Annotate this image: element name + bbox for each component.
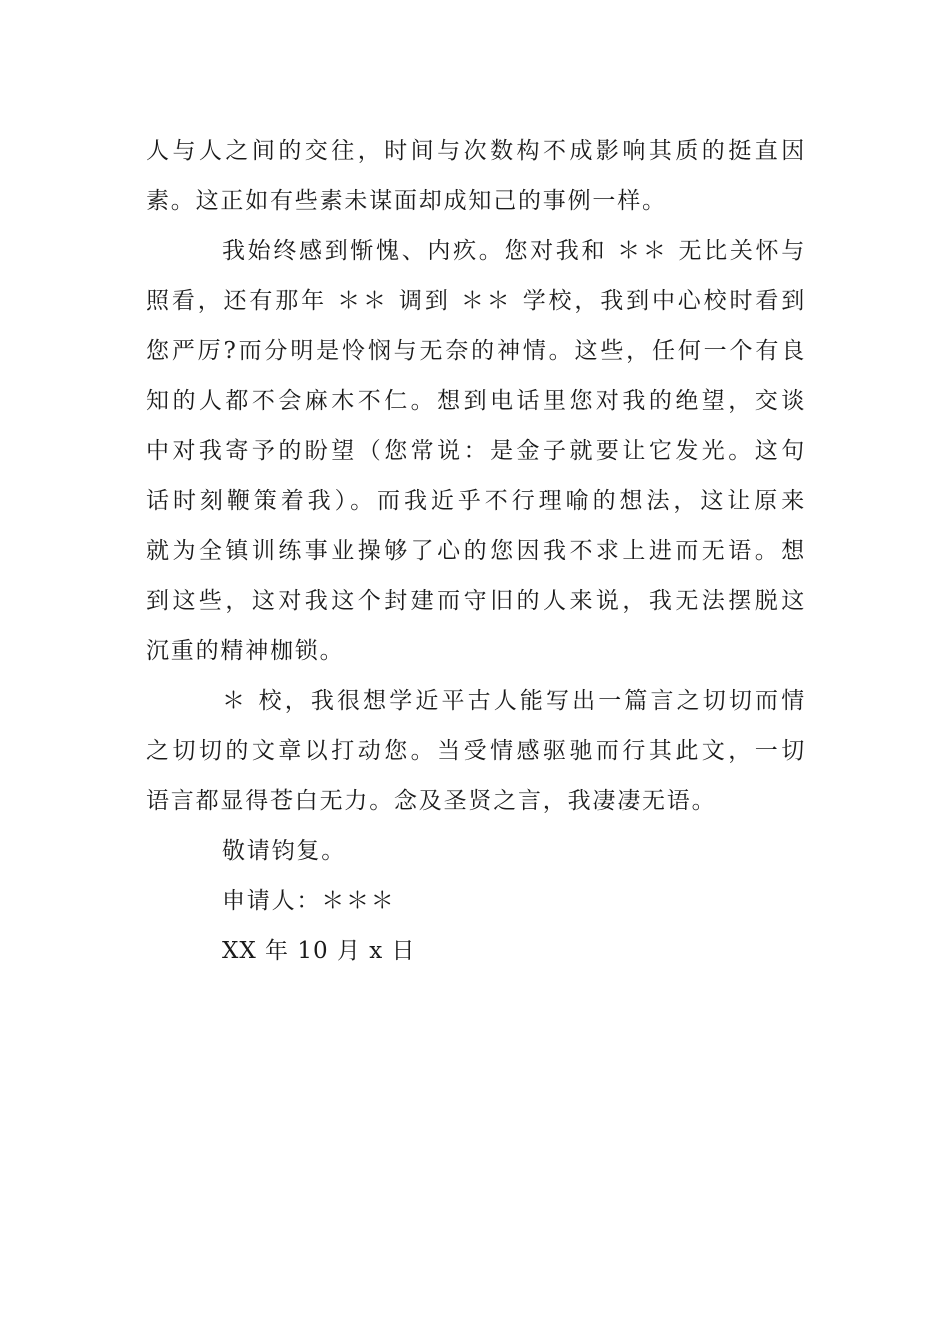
letter-body (146, 126, 806, 976)
text-line: 语言都显得苍白无力。念及圣贤之言，我凄凄无语。 (146, 788, 717, 814)
text-line: 中对我寄予的盼望（您常说：是金子就要让它发光。这句 (146, 438, 806, 464)
paragraph-3 (146, 676, 806, 826)
paragraph-2 (146, 226, 806, 676)
text-line: 到这些，这对我这个封建而守旧的人来说，我无法摆脱这 (146, 588, 806, 614)
paragraph-1 (146, 126, 806, 226)
closing-salutation: 敬请钧复。 (222, 838, 346, 864)
closing-block (146, 826, 806, 976)
letter-date: XX 年 10 月 x 日 (222, 938, 416, 964)
text-line: 我始终感到惭愧、内疚。您对我和 ＊＊ 无比关怀与 (222, 238, 806, 264)
text-line: 您严厉?而分明是怜悯与无奈的神情。这些，任何一个有良 (146, 338, 806, 364)
text-line: 就为全镇训练事业操够了心的您因我不求上进而无语。想 (146, 538, 806, 564)
text-line: ＊ 校，我很想学近平古人能写出一篇言之切切而情 (222, 688, 806, 714)
text-line: 之切切的文章以打动您。当受情感驱驰而行其此文，一切 (146, 738, 806, 764)
text-line: 照看，还有那年 ＊＊ 调到 ＊＊ 学校，我到中心校时看到 (146, 288, 806, 314)
text-line: 沉重的精神枷锁。 (146, 638, 345, 664)
applicant-signature: 申请人：＊＊＊ (222, 888, 396, 914)
text-line: 知的人都不会麻木不仁。想到电话里您对我的绝望，交谈 (146, 388, 806, 414)
text-line: 素。这正如有些素未谋面却成知己的事例一样。 (146, 188, 667, 214)
text-line: 话时刻鞭策着我）。而我近乎不行理喻的想法，这让原来 (146, 488, 806, 514)
text-line: 人与人之间的交往，时间与次数构不成影响其质的挺直因 (146, 138, 806, 164)
